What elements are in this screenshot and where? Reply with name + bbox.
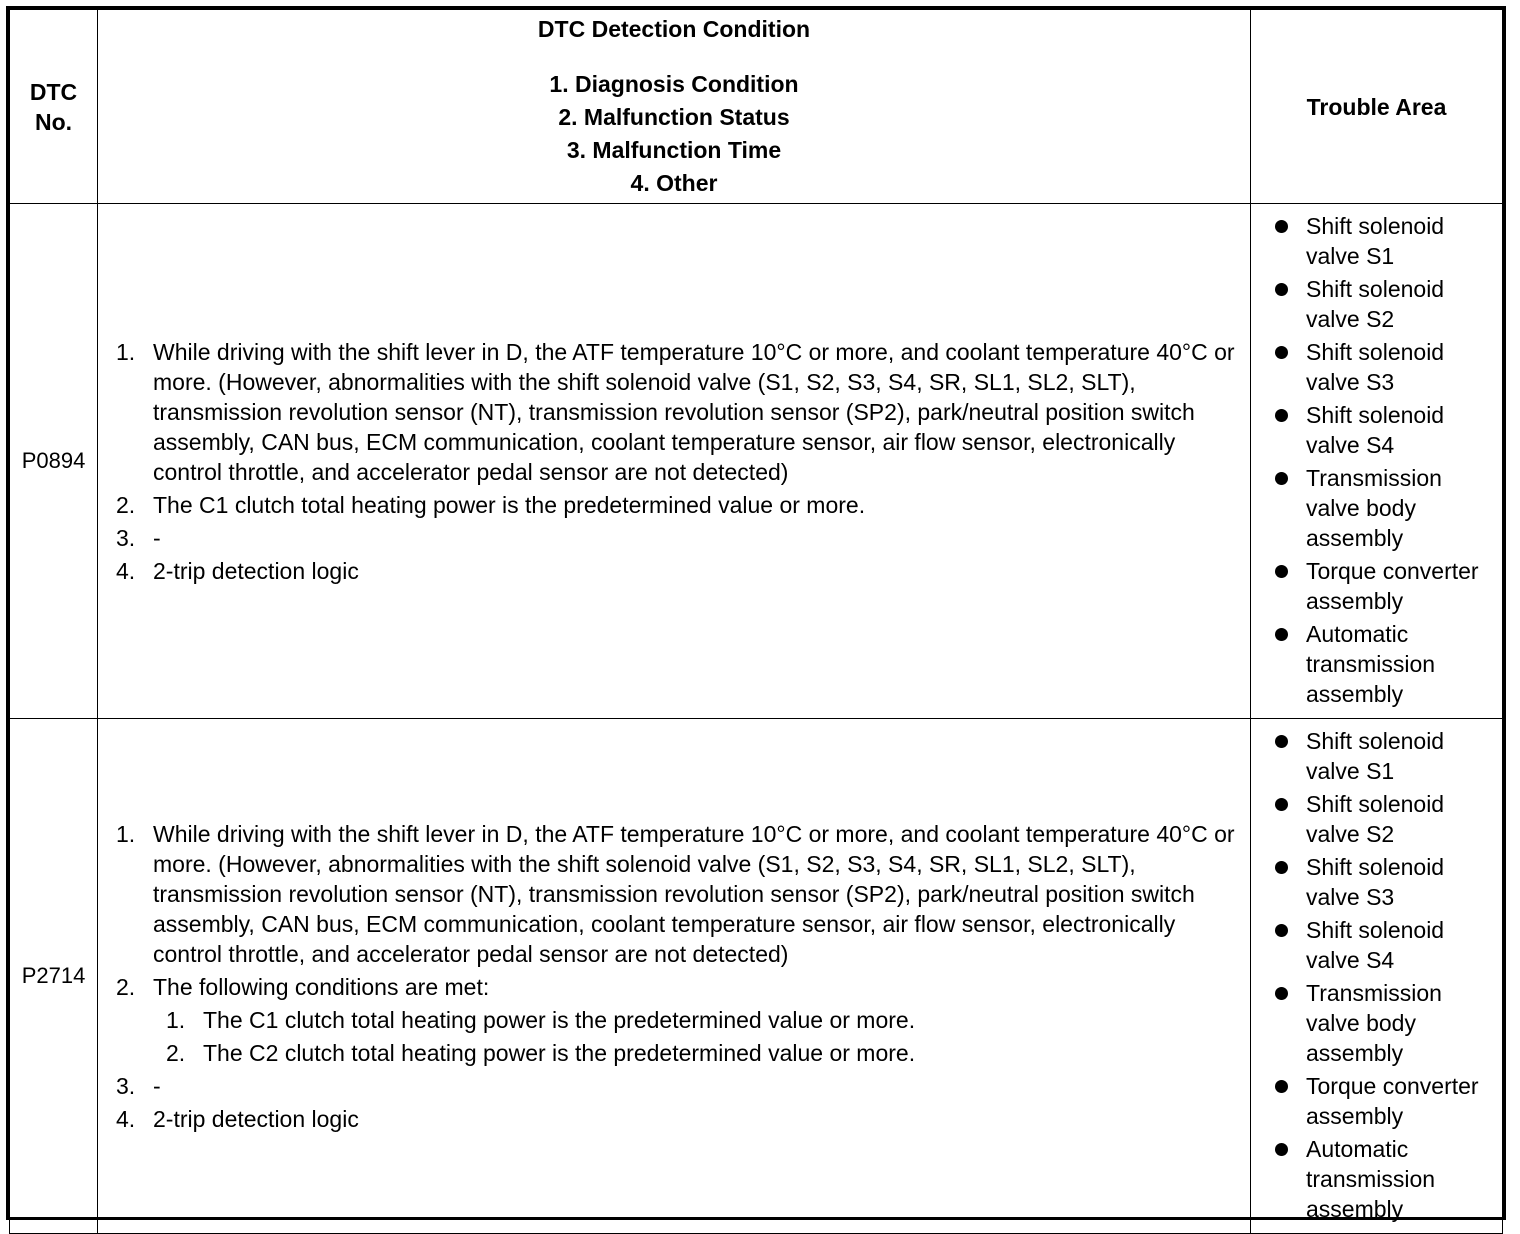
list-item xyxy=(1273,978,1496,1068)
condition-text: The C1 clutch total heating power is the predetermined value or more. xyxy=(153,491,866,518)
list-item xyxy=(1273,400,1496,460)
trouble-area-text: Automatic transmission assembly xyxy=(1306,1136,1436,1222)
header-dtc-no: DTC No. xyxy=(10,10,98,204)
condition-item xyxy=(116,1104,1242,1134)
bullet-icon xyxy=(1275,798,1288,811)
header-condition-item: 1. Diagnosis Condition xyxy=(549,71,799,97)
header-condition-title: DTC Detection Condition xyxy=(537,16,811,42)
list-item xyxy=(1273,726,1496,786)
list-item xyxy=(1273,852,1496,912)
dtc-table xyxy=(9,9,1503,1234)
bullet-icon xyxy=(1275,924,1288,937)
condition-number: 3. xyxy=(116,524,136,551)
condition-item xyxy=(116,972,1242,1068)
condition-list xyxy=(116,337,1242,586)
dtc-code: P2714 xyxy=(10,719,98,1234)
bullet-icon xyxy=(1275,565,1288,578)
condition-number: 1. xyxy=(166,1006,186,1033)
trouble-area-text: Shift solenoid valve S3 xyxy=(1306,339,1445,395)
condition-number: 4. xyxy=(116,557,136,584)
list-item xyxy=(1273,211,1496,271)
condition-number: 2. xyxy=(116,491,136,518)
condition-item xyxy=(116,556,1242,586)
trouble-area-cell xyxy=(1251,719,1503,1234)
bullet-icon xyxy=(1275,1080,1288,1093)
condition-number: 3. xyxy=(116,1072,136,1099)
trouble-area-list xyxy=(1273,211,1496,709)
list-item xyxy=(1273,789,1496,849)
dtc-table-sheet xyxy=(6,6,1506,1220)
condition-item xyxy=(116,490,1242,520)
dtc-code: P0894 xyxy=(10,204,98,719)
bullet-icon xyxy=(1275,987,1288,1000)
bullet-icon xyxy=(1275,472,1288,485)
list-item xyxy=(1273,274,1496,334)
table-row-p0894 xyxy=(10,204,1503,719)
list-item xyxy=(1273,337,1496,397)
trouble-area-text: Automatic transmission assembly xyxy=(1306,621,1436,707)
condition-text: 2-trip detection logic xyxy=(153,557,359,584)
trouble-area-text: Transmission valve body assembly xyxy=(1306,465,1442,551)
sub-condition-list xyxy=(166,1005,1242,1068)
bullet-icon xyxy=(1275,861,1288,874)
condition-item xyxy=(116,337,1242,487)
detection-condition-cell xyxy=(98,204,1251,719)
condition-number: 4. xyxy=(116,1105,136,1132)
trouble-area-text: Torque converter assembly xyxy=(1306,558,1479,614)
sub-condition-item xyxy=(166,1038,1242,1068)
trouble-area-text: Shift solenoid valve S1 xyxy=(1306,728,1445,784)
trouble-area-cell xyxy=(1251,204,1503,719)
bullet-icon xyxy=(1275,628,1288,641)
trouble-area-list xyxy=(1273,726,1496,1224)
bullet-icon xyxy=(1275,283,1288,296)
sub-condition-item xyxy=(166,1005,1242,1035)
trouble-area-text: Torque converter assembly xyxy=(1306,1073,1479,1129)
condition-text: - xyxy=(153,524,161,551)
list-item xyxy=(1273,556,1496,616)
condition-item xyxy=(116,819,1242,969)
detection-condition-cell xyxy=(98,719,1251,1234)
condition-text: - xyxy=(153,1072,161,1099)
condition-list xyxy=(116,819,1242,1134)
condition-number: 2. xyxy=(166,1039,186,1066)
header-trouble-area: Trouble Area xyxy=(1251,10,1503,204)
header-condition-item: 3. Malfunction Time xyxy=(566,137,782,163)
condition-number: 1. xyxy=(116,820,136,847)
condition-text: 2-trip detection logic xyxy=(153,1105,359,1132)
trouble-area-text: Shift solenoid valve S4 xyxy=(1306,917,1445,973)
header-condition-item: 4. Other xyxy=(630,170,718,196)
trouble-area-text: Transmission valve body assembly xyxy=(1306,980,1442,1066)
bullet-icon xyxy=(1275,346,1288,359)
trouble-area-text: Shift solenoid valve S2 xyxy=(1306,791,1445,847)
condition-number: 1. xyxy=(116,338,136,365)
bullet-icon xyxy=(1275,409,1288,422)
table-row-p2714 xyxy=(10,719,1503,1234)
list-item xyxy=(1273,915,1496,975)
list-item xyxy=(1273,463,1496,553)
list-item xyxy=(1273,1134,1496,1224)
condition-item xyxy=(116,523,1242,553)
header-detection-condition xyxy=(98,10,1251,204)
condition-text: While driving with the shift lever in D, the ATF temperature 10°C or more, and coolant temperature 40°C or more. (However, abnormalities with the shift solenoid valve (S1, S2, S3, S4, SR, SL1, SL2, SLT), transmission revolution sensor (NT), transmission revolution sensor (SP2), park/neutral position switch assembly, CAN bus, ECM communication, coolant temperature sensor, air flow sensor, electronically control throttle, and accelerator pedal sensor are not detected) xyxy=(153,820,1235,967)
condition-item xyxy=(116,1071,1242,1101)
bullet-icon xyxy=(1275,220,1288,233)
bullet-icon xyxy=(1275,1143,1288,1156)
header-condition-item: 2. Malfunction Status xyxy=(558,104,790,130)
list-item xyxy=(1273,1071,1496,1131)
condition-text: While driving with the shift lever in D, the ATF temperature 10°C or more, and coolant temperature 40°C or more. (However, abnormalities with the shift solenoid valve (S1, S2, S3, S4, SR, SL1, SL2, SLT), transmission revolution sensor (NT), transmission revolution sensor (SP2), park/neutral position switch assembly, CAN bus, ECM communication, coolant temperature sensor, air flow sensor, electronically control throttle, and accelerator pedal sensor are not detected) xyxy=(153,338,1235,485)
bullet-icon xyxy=(1275,735,1288,748)
trouble-area-text: Shift solenoid valve S1 xyxy=(1306,213,1445,269)
condition-number: 2. xyxy=(116,973,136,1000)
trouble-area-text: Shift solenoid valve S2 xyxy=(1306,276,1445,332)
trouble-area-text: Shift solenoid valve S3 xyxy=(1306,854,1445,910)
condition-text: The following conditions are met: xyxy=(153,973,490,1000)
header-row xyxy=(10,10,1503,204)
condition-text: The C1 clutch total heating power is the predetermined value or more. xyxy=(203,1006,916,1033)
list-item xyxy=(1273,619,1496,709)
trouble-area-text: Shift solenoid valve S4 xyxy=(1306,402,1445,458)
condition-text: The C2 clutch total heating power is the predetermined value or more. xyxy=(203,1039,916,1066)
